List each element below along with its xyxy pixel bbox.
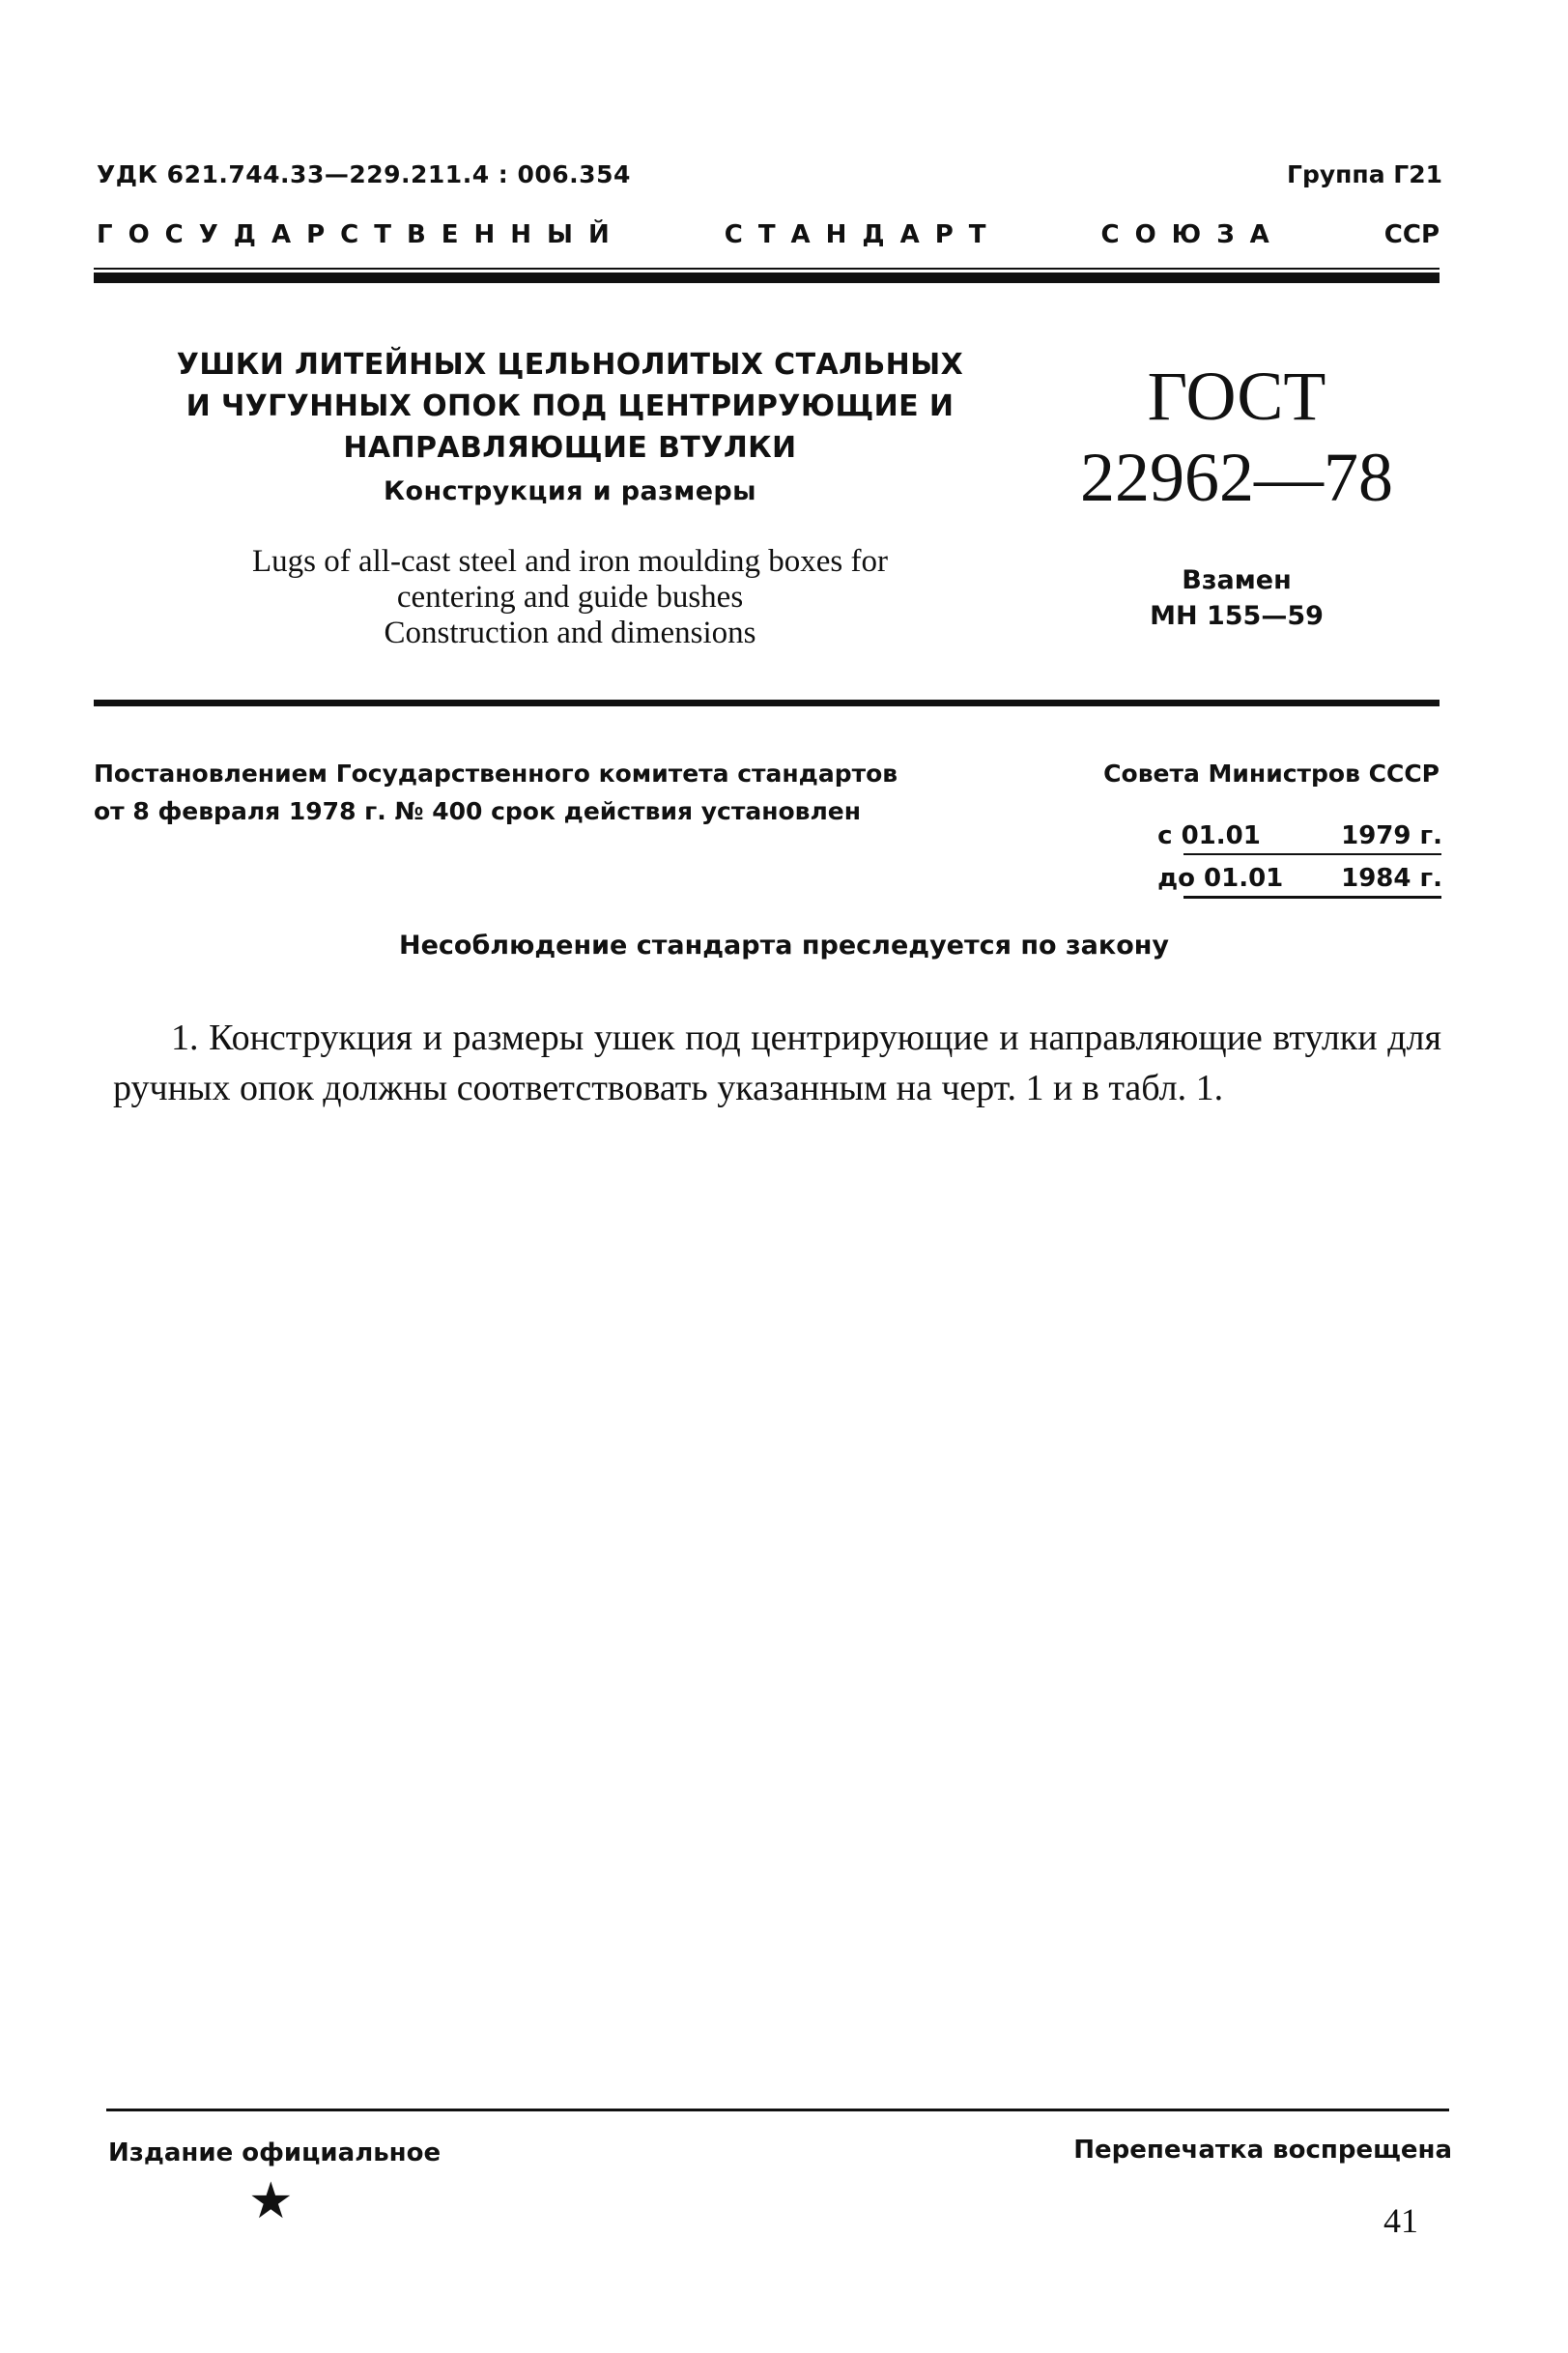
title-line: НАПРАВЛЯЮЩИЕ ВТУЛКИ bbox=[343, 431, 797, 465]
decree-line1-left: Постановлением Государственного комитета стандартов bbox=[94, 760, 898, 788]
validity-period bbox=[1157, 815, 1442, 900]
section-rule bbox=[94, 700, 1440, 706]
udk-code: УДК 621.744.33—229.211.4 : 006.354 bbox=[97, 160, 631, 188]
validity-rule bbox=[1183, 853, 1441, 855]
title-en bbox=[126, 544, 1014, 651]
header-rule-thick bbox=[94, 273, 1440, 283]
banner-word: СТАНДАРТ bbox=[724, 220, 1002, 249]
title-line: И ЧУГУННЫХ ОПОК ПОД ЦЕНТРИРУЮЩИЕ И bbox=[185, 389, 955, 423]
state-standard-banner bbox=[97, 220, 1440, 249]
validity-to-label: до 01.01 bbox=[1157, 864, 1284, 893]
official-edition: Издание официальное bbox=[108, 2138, 442, 2167]
validity-from-year: 1979 г. bbox=[1341, 821, 1442, 850]
page-number: 41 bbox=[1383, 2201, 1418, 2240]
validity-to-year: 1984 г. bbox=[1341, 864, 1442, 893]
decree-line1-right: Совета Министров СССР bbox=[1103, 760, 1440, 788]
title-line: УШКИ ЛИТЕЙНЫХ ЦЕЛЬНОЛИТЫХ СТАЛЬНЫХ bbox=[176, 348, 964, 382]
validity-from bbox=[1157, 815, 1442, 857]
replaces-value: МН 155—59 bbox=[1150, 601, 1324, 631]
group-code: Группа Г21 bbox=[1287, 160, 1442, 188]
header-rule-thin bbox=[94, 268, 1440, 270]
title-subtitle: Конструкция и размеры bbox=[384, 476, 756, 506]
reprint-prohibited: Перепечатка воспрещена bbox=[1073, 2136, 1452, 2165]
validity-to bbox=[1157, 857, 1442, 900]
banner-word: ГОСУДАРСТВЕННЫЙ bbox=[97, 220, 625, 249]
banner-word: СОЮЗА bbox=[1100, 220, 1285, 249]
gost-number: 22962—78 bbox=[1080, 439, 1393, 516]
title-en-line: Lugs of all-cast steel and iron moulding boxes for bbox=[251, 544, 889, 579]
paragraph-1: 1. Конструкция и размеры ушек под центрирующие и направляющие втулки для ручных опок должны соответствовать указанным на черт. 1 и в табл. 1. bbox=[113, 1018, 1441, 1108]
gost-designation bbox=[1072, 356, 1401, 518]
decree-line2: от 8 февраля 1978 г. № 400 срок действия установлен bbox=[94, 797, 862, 825]
validity-from-label: с 01.01 bbox=[1157, 821, 1261, 850]
banner-word: ССР bbox=[1383, 220, 1440, 249]
validity-rule bbox=[1183, 896, 1441, 899]
law-notice: Несоблюдение стандарта преследуется по закону bbox=[398, 931, 1170, 961]
gost-label: ГОСТ bbox=[1147, 358, 1326, 435]
replaces-label: Взамен bbox=[1182, 565, 1292, 595]
replaces-block bbox=[1072, 562, 1401, 634]
title-en-line: centering and guide bushes bbox=[396, 580, 744, 615]
star-icon: ★ bbox=[248, 2172, 294, 2230]
title-ru bbox=[135, 344, 1005, 512]
title-en-line: Construction and dimensions bbox=[384, 616, 756, 650]
footer-rule bbox=[106, 2109, 1449, 2111]
